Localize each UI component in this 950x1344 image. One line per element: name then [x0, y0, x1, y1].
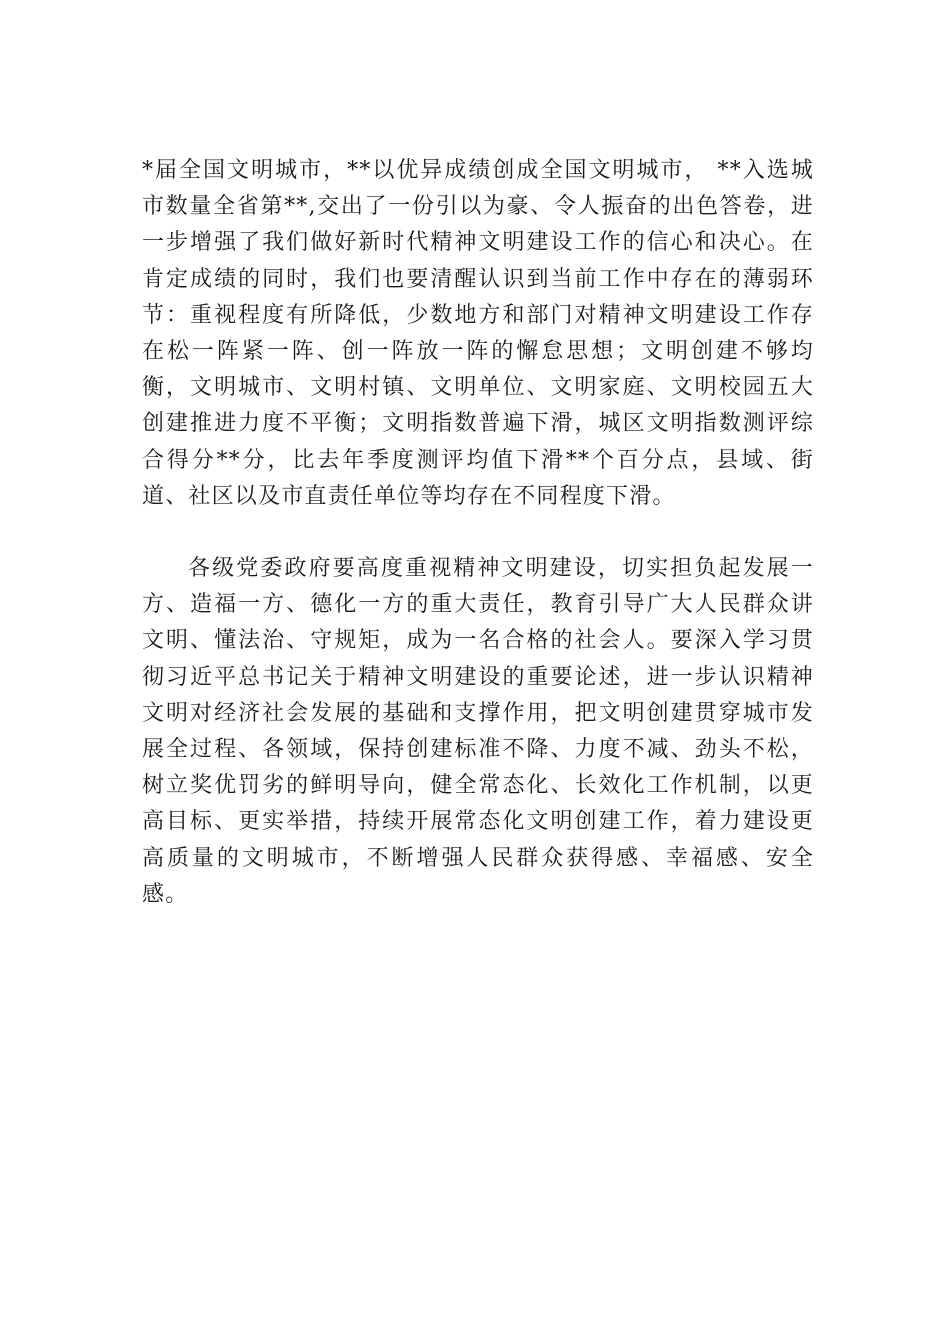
- paragraph-2: 各级党委政府要高度重视精神文明建设，切实担负起发展一方、造福一方、德化一方的重大责任，教育引导广大人民群众讲文明、懂法治、守规矩，成为一名合格的社会人。要深入学习贯彻习近平总书记关于精神文明建设的重要论述，进一步认识精神文明对经济社会发展的基础和支撑作用，把文明创建贯穿城市发展全过程、各领域，保持创建标准不降、力度不减、劲头不松，树立奖优罚劣的鲜明导向，健全常态化、长效化工作机制，以更高目标、更实举措，持续开展常态化文明创建工作，着力建设更高质量的文明城市，不断增强人民群众获得感、幸福感、安全感。: [142, 556, 814, 907]
- document-body: [142, 153, 814, 913]
- paragraph-1: *届全国文明城市，**以优异成绩创成全国文明城市， **入选城市数量全省第**,交出了一份引以为豪、令人振奋的出色答卷，进一步增强了我们做好新时代精神文明建设工作的信心和决心。在肯定成绩的同时，我们也要清醒认识到当前工作中存在的薄弱环节：重视程度有所降低，少数地方和部门对精神文明建设工作存在松一阵紧一阵、创一阵放一阵的懈怠思想；文明创建不够均衡，文明城市、文明村镇、文明单位、文明家庭、文明校园五大创建推进力度不平衡；文明指数普遍下滑，城区文明指数测评综合得分**分，比去年季度测评均值下滑**个百分点，县域、街道、社区以及市直责任单位等均存在不同程度下滑。: [142, 158, 814, 509]
